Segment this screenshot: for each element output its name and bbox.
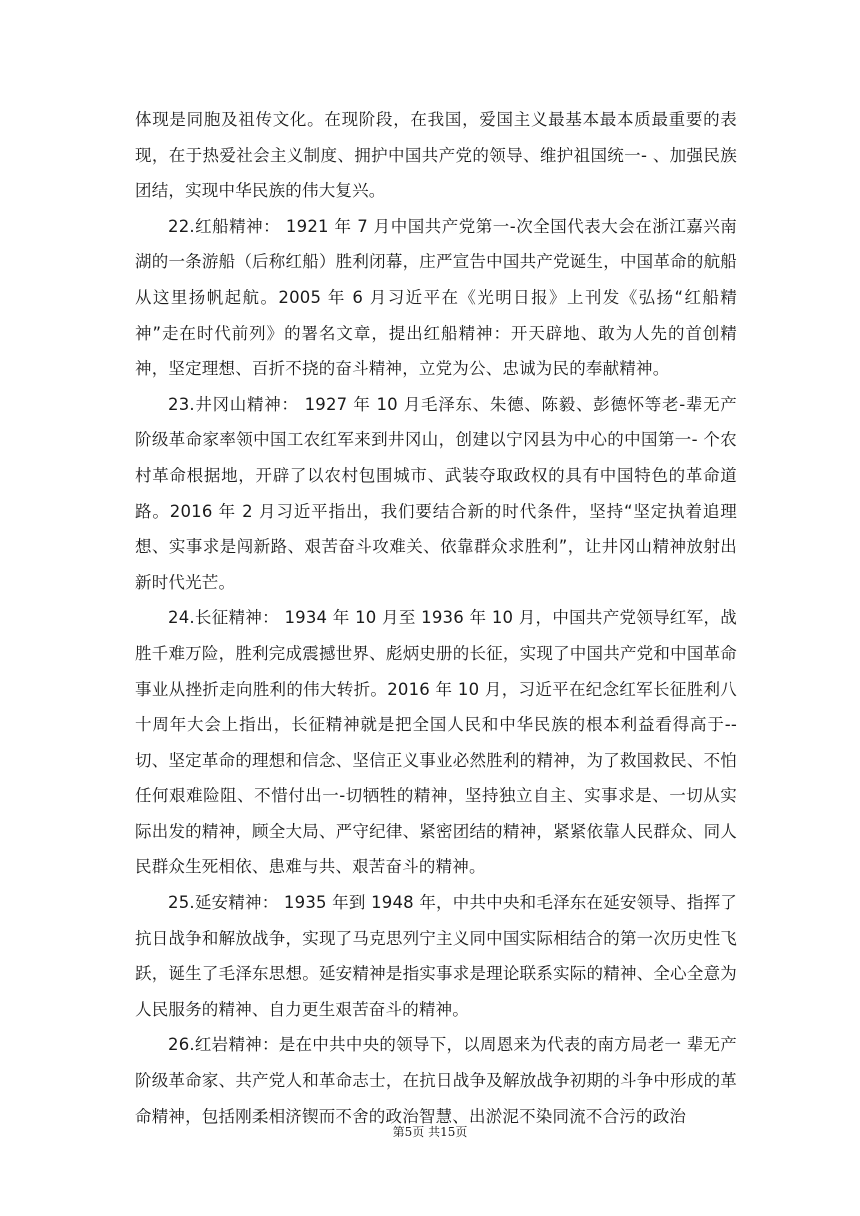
document-body	[135, 102, 737, 1134]
paragraph-yanan-spirit: 25.延安精神： 1935 年到 1948 年，中共中央和毛泽东在延安领导、指挥了抗日战争和解放战争，实现了马克思列宁主义同中国实际相结合的第一次历史性飞跃，诞生了毛泽东思想。延安精神是指实事求是理论联系实际的精神、全心全意为人民服务的精神、自力更生艰苦奋斗的精神。	[135, 893, 737, 1019]
paragraph-continuation: 体现是同胞及祖传文化。在现阶段，在我国，爱国主义最基本最本质最重要的表现，在于热爱社会主义制度、拥护中国共产党的领导、维护祖国统一- 、加强民族团结，实现中华民族的伟大复兴。	[135, 110, 737, 201]
paragraph-jinggangshan-spirit: 23.井冈山精神： 1927 年 10 月毛泽东、朱德、陈毅、彭德怀等老-辈无产阶级革命家率领中国工农红军来到井冈山，创建以宁冈县为中心的中国第一- 个农村革命根据地，开辟了以农村包围城市、武装夺取政权的具有中国特色的革命道路。2016 年 2 月习近平指出，我们要结合新的时代条件，坚持“坚定执着追理想、实事求是闯新路、艰苦奋斗攻难关、依靠群众求胜利”，让井冈山精神放射出新时代光芒。	[135, 394, 737, 592]
paragraph-red-boat-spirit: 22.红船精神： 1921 年 7 月中国共产党第一-次全国代表大会在浙江嘉兴南湖的一条游船（后称红船）胜利闭幕，庄严宣告中国共产党诞生，中国革命的航船从这里扬帆起航。2005 年 6 月习近平在《光明日报》上刊发《弘扬“红船精神”走在时代前列》的署名文章，提出红船精神：开天辟地、敢为人先的首创精神，坚定理想、百折不挠的奋斗精神，立党为公、忠诚为民的奉献精神。	[135, 216, 737, 379]
page-number-footer: 第5页 共15页	[392, 1125, 468, 1139]
paragraph-hongyan-spirit: 26.红岩精神：是在中共中央的领导下，以周恩来为代表的南方局老一 辈无产阶级革命家、共产党人和革命志士，在抗日战争及解放战争初期的斗争中形成的革命精神，包括刚柔相济锲而不舍的政治智慧、出淤泥不染同流不合污的政治	[135, 1035, 737, 1126]
paragraph-long-march-spirit: 24.长征精神： 1934 年 10 月至 1936 年 10 月，中国共产党领导红军，战胜千难万险，胜利完成震撼世界、彪炳史册的长征，实现了中国共产党和中国革命事业从挫折走向胜利的伟大转折。2016 年 10 月，习近平在纪念红军长征胜利八十周年大会上指出，长征精神就是把全国人民和中华民族的根本利益看得高于--切、坚定革命的理想和信念、坚信正义事业必然胜利的精神，为了救国救民、不怕任何艰难险阻、不惜付出一-切牺牲的精神，坚持独立自主、实事求是、一切从实际出发的精神，顾全大局、严守纪律、紧密团结的精神，紧紧依靠人民群众、同人民群众生死相依、患难与共、艰苦奋斗的精神。	[135, 608, 737, 877]
